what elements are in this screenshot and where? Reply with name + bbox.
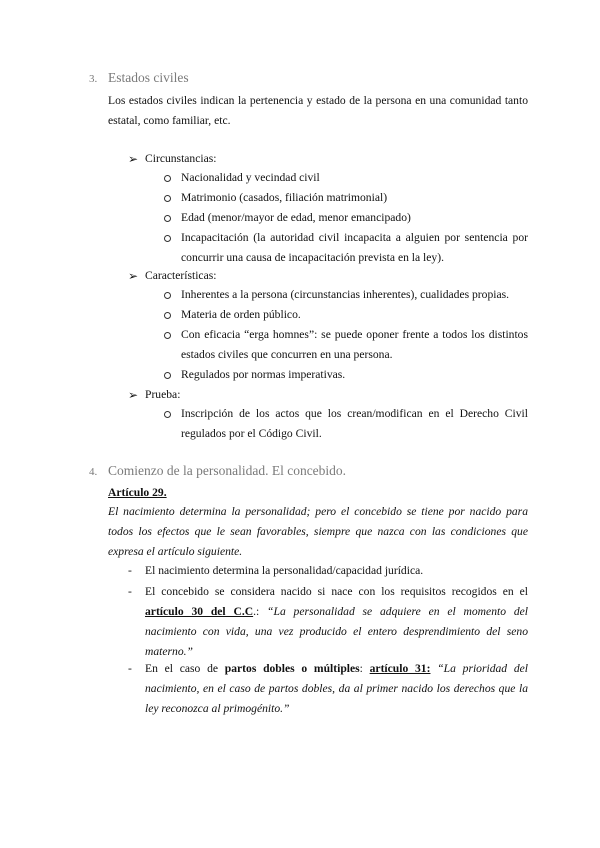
circle-bullet-icon <box>164 411 171 418</box>
article-quote: “La prioridad del nacimiento, en el caso de partos dobles, da al primer nacido los derechos que la ley reconozca al primogénito.” <box>145 662 528 715</box>
circle-bullet-icon <box>164 215 171 222</box>
list-item: Matrimonio (casados, filiación matrimonial) <box>181 191 388 204</box>
dash-list-item: El nacimiento determina la personalidad/capacidad jurídica. <box>145 564 424 577</box>
dash-list-item <box>145 582 528 662</box>
section-heading-estados-civiles <box>89 70 189 86</box>
section-intro-paragraph: Los estados civiles indican la pertenencia y estado de la persona en una comunidad tanto estatal, como familiar, etc. <box>108 94 528 127</box>
list-item: Regulados por normas imperativas. <box>181 368 346 381</box>
list-item: Incapacitación (la autoridad civil incapacita a alguien por sentencia por concurrir una causa de incapacitación prevista en la ley). <box>181 231 528 264</box>
article-heading: Artículo 29. <box>108 486 167 499</box>
dash-bullet-icon: - <box>128 564 132 577</box>
circle-bullet-icon <box>164 195 171 202</box>
list-item: Inherentes a la persona (circunstancias inherentes), cualidades propias. <box>181 288 510 301</box>
section-title: Comienzo de la personalidad. El concebido. <box>108 463 347 478</box>
article-quote: “La personalidad se adquiere en el momento del nacimiento con vida, una vez producido el entero desprendimiento del seno materno.” <box>145 605 528 658</box>
group-label-prueba: Prueba: <box>145 388 181 401</box>
item-text: : <box>359 662 370 675</box>
section-title: Estados civiles <box>108 70 189 85</box>
list-item: Materia de orden público. <box>181 308 301 321</box>
article-reference-link: artículo 31: <box>369 662 431 675</box>
group-label-circunstancias: Circunstancias: <box>145 152 217 165</box>
dash-bullet-icon: - <box>128 662 132 675</box>
circle-bullet-icon <box>164 235 171 242</box>
bold-term: partos dobles o múltiples <box>224 662 360 675</box>
section-heading-comienzo-personalidad <box>89 463 346 479</box>
list-item: Inscripción de los actos que los crean/modifican en el Derecho Civil regulados por el Código Civil. <box>181 407 528 440</box>
list-item: Edad (menor/mayor de edad, menor emancipado) <box>181 211 411 224</box>
arrow-bullet-icon: ➢ <box>128 152 139 166</box>
arrow-bullet-icon: ➢ <box>128 388 139 402</box>
arrow-bullet-icon: ➢ <box>128 269 139 283</box>
dash-list-item <box>145 659 528 719</box>
circle-bullet-icon <box>164 175 171 182</box>
section-number: 3. <box>89 73 98 85</box>
group-label-caracteristicas: Características: <box>145 269 217 282</box>
dash-bullet-icon: - <box>128 585 132 598</box>
section-number: 4. <box>89 466 98 478</box>
circle-bullet-icon <box>164 332 171 339</box>
list-item: Con eficacia “erga homnes”: se puede oponer frente a todos los distintos estados civiles que concurren en una persona. <box>181 328 528 361</box>
item-text: .: <box>253 605 268 618</box>
circle-bullet-icon <box>164 312 171 319</box>
item-text: En el caso de <box>145 662 225 675</box>
circle-bullet-icon <box>164 372 171 379</box>
article-reference-link: artículo 30 del C.C <box>145 605 254 618</box>
article-quote-paragraph: El nacimiento determina la personalidad; pero el concebido se tiene por nacido para todos los efectos que le sean favorables, siempre que nazca con las condiciones que expresa el artículo siguiente. <box>108 505 528 558</box>
circle-bullet-icon <box>164 292 171 299</box>
item-text: El concebido se considera nacido si nace con los requisitos recogidos en el <box>145 585 528 598</box>
list-item: Nacionalidad y vecindad civil <box>181 171 320 184</box>
